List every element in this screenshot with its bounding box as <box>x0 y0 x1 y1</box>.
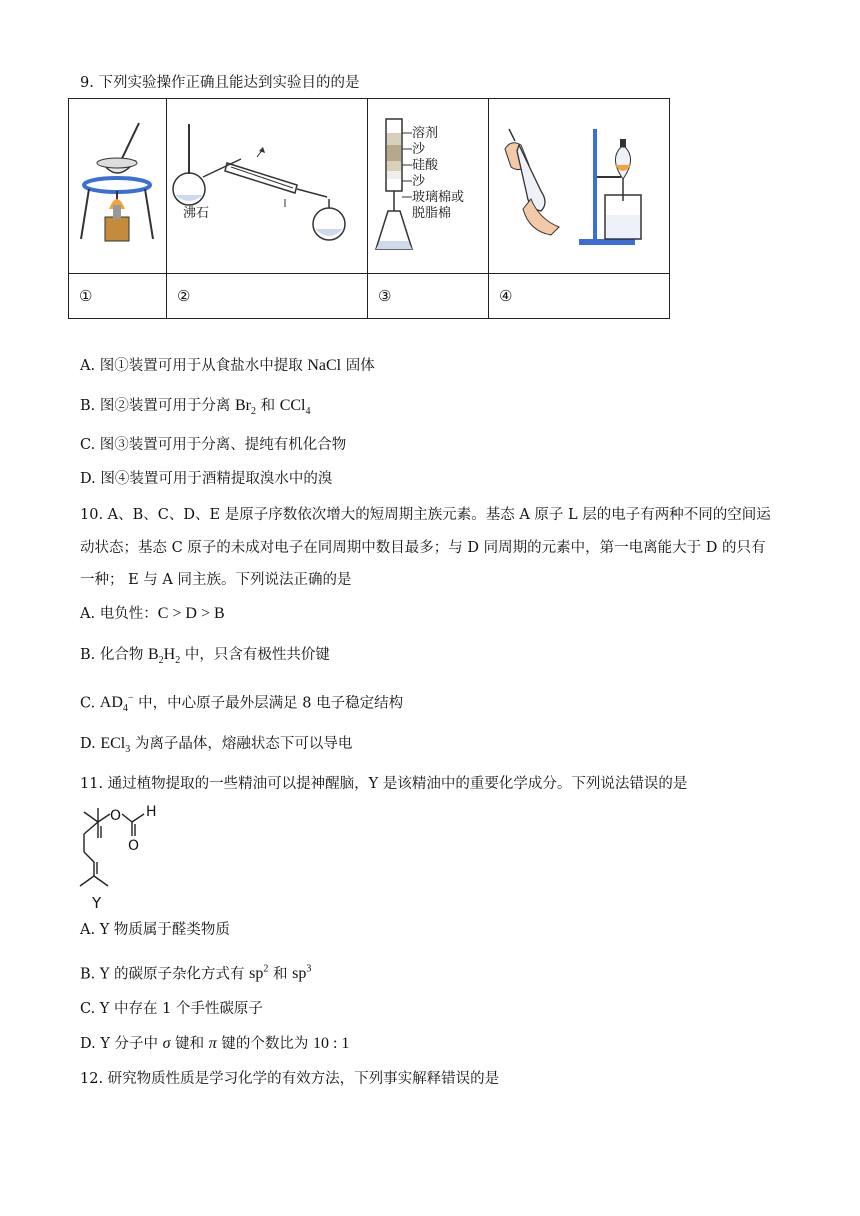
q9-option-d: D. 图④装置可用于酒精提取溴水中的溴 <box>80 471 333 487</box>
q9-stem: 9. 下列实验操作正确且能达到实验目的的是 <box>80 75 360 91</box>
q9-option-c: C. 图③装置可用于分离、提纯有机化合物 <box>80 437 347 453</box>
figure-4-cell <box>489 99 670 274</box>
q9-figure-table <box>68 98 670 319</box>
figure-label-4: ④ <box>489 274 670 319</box>
column-label-solvent: 溶剂 <box>412 126 439 141</box>
chromatography-column-icon <box>368 99 488 269</box>
q10-stem-line3: 一种； E 与 A 同主族。下列说法正确的是 <box>80 572 352 588</box>
distillation-apparatus-icon <box>167 99 367 269</box>
q10-option-d: D. ECl$_3$ 为离子晶体，熔融状态下可以导电 <box>80 735 353 756</box>
figure-label-3: ③ <box>368 274 489 319</box>
evaporating-dish-apparatus-icon <box>69 99 166 269</box>
q10-stem-line2: 动状态；基态 C 原子的未成对电子在同周期中数目最多；与 D 同周期的元素中，第一电离能大于 D 的只有 <box>80 540 766 556</box>
q9-option-b: B. 图②装置可用于分离 $Br_2$ 和 CCl$_4$ <box>80 397 311 418</box>
figure-3-cell <box>368 99 489 274</box>
compound-y-structure-icon <box>70 804 170 914</box>
q10-option-b: B. 化合物 $B_2H_2$ 中，只含有极性共价键 <box>80 646 330 667</box>
q11-option-a: A. Y 物质属于醛类物质 <box>80 922 230 938</box>
q11-option-c: C. Y 中存在 1 个手性碳原子 <box>80 1001 263 1017</box>
structure-h-label: H <box>146 804 157 820</box>
q12-stem: 12. 研究物质性质是学习化学的有效方法，下列事实解释错误的是 <box>80 1071 500 1087</box>
q10-option-c: C. $AD_4^-$ 中，中心原子最外层满足 8 电子稳定结构 <box>80 693 404 715</box>
column-label-glass-wool: 玻璃棉或 <box>412 190 465 205</box>
figure-1-cell <box>69 99 167 274</box>
column-label-sand-1: 沙 <box>412 142 426 157</box>
q11-option-b: B. Y 的碳原子杂化方式有 $sp^2$ 和 $sp^3$ <box>80 964 312 983</box>
q10-stem-line1: 10. A、B、C、D、E 是原子序数依次增大的短周期主族元素。基态 A 原子 L 层的电子有两种不同的空间运 <box>80 507 771 523</box>
column-label-sand-2: 沙 <box>412 174 426 189</box>
q11-stem: 11. 通过植物提取的一些精油可以提神醒脑，Y 是该精油中的重要化学成分。下列说法错误的是 <box>80 776 688 792</box>
boiling-chip-label: 沸石 <box>183 206 210 221</box>
structure-o-label-2: O <box>128 838 140 854</box>
compound-y-label: Y <box>92 894 102 912</box>
structure-o-label-1: O <box>110 808 122 824</box>
q11-option-d: D. Y 分子中 σ 键和 π 键的个数比为 10 : 1 <box>80 1035 350 1052</box>
figure-2-cell <box>167 99 368 274</box>
column-label-silicic-acid: 硅酸 <box>412 158 439 173</box>
q10-option-a: A. 电负性：C > D > B <box>80 605 225 622</box>
figure-label-2: ② <box>167 274 368 319</box>
column-label-cotton: 脱脂棉 <box>412 206 452 221</box>
separatory-funnel-icon <box>489 99 669 269</box>
figure-label-1: ① <box>69 274 167 319</box>
q9-option-a: A. 图①装置可用于从食盐水中提取 NaCl 固体 <box>80 357 375 374</box>
